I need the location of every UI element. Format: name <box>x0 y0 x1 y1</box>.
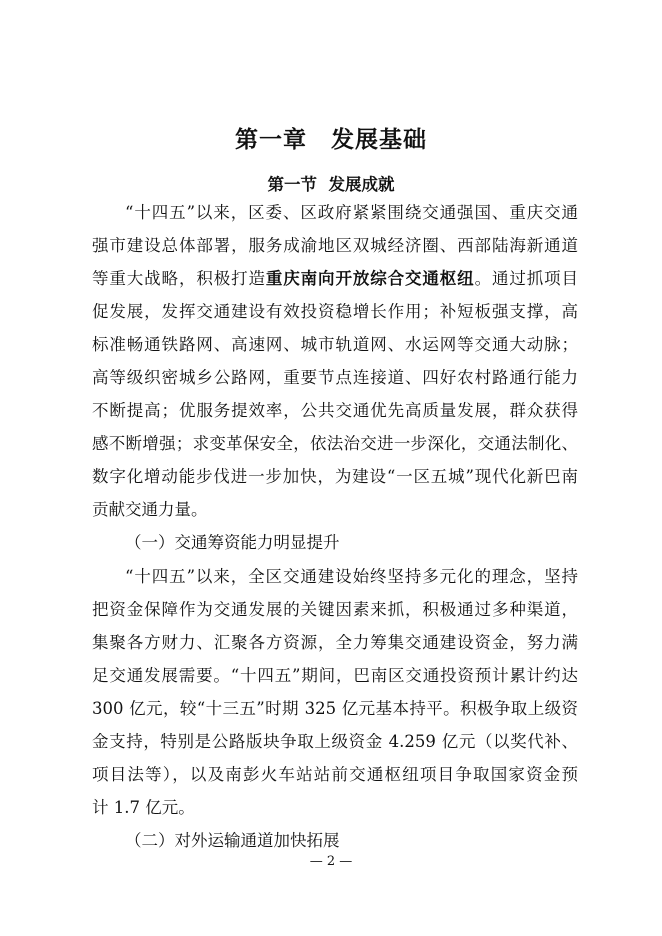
paragraph-line: 足交通发展需要。“十四五”期间，巴南区交通投资预计累计约达 <box>92 666 578 685</box>
paragraph-line: 高等级织密城乡公路网，重要节点连接道、四好农村路通行能力 <box>92 368 578 387</box>
paragraph-line: 项目法等），以及南彭火车站站前交通枢纽项目争取国家资金预 <box>92 765 578 784</box>
paragraph-line: 不断提高；优服务提效率，公共交通优先高质量发展，群众获得 <box>92 401 578 420</box>
section-title: 第一节 发展成就 <box>267 175 395 194</box>
chapter-title: 第一章 发展基础 <box>235 127 427 153</box>
paragraph-line: “十四五”以来，区委、区政府紧紧围绕交通强国、重庆交通 <box>125 203 578 222</box>
paragraph-line: 促发展，发挥交通建设有效投资稳增长作用；补短板强支撑，高 <box>92 302 578 321</box>
subsection-heading: （二）对外运输通道加快拓展 <box>125 831 340 850</box>
paragraph-line: 把资金保障作为交通发展的关键因素来抓，积极通过多种渠道， <box>92 600 578 619</box>
paragraph-line: 金支持，特别是公路版块争取上级资金 4.259 亿元（以奖代补、 <box>92 732 578 751</box>
line-text: 等重大战略，积极打造 <box>92 269 266 288</box>
page-number: — 2 — <box>309 854 353 869</box>
subsection-heading: （一）交通筹资能力明显提升 <box>125 533 340 552</box>
paragraph-line: “十四五”以来，全区交通建设始终坚持多元化的理念，坚持 <box>125 567 578 586</box>
paragraph-line: 计 1.7 亿元。 <box>92 798 195 817</box>
paragraph-line: 标准畅通铁路网、高速网、城市轨道网、水运网等交通大动脉； <box>92 335 578 354</box>
paragraph-line: 数字化增动能步伐进一步加快，为建设“一区五城”现代化新巴南 <box>92 467 578 486</box>
paragraph-line: 300 亿元，较“十三五”时期 325 亿元基本持平。积极争取上级资 <box>92 699 578 718</box>
emphasized-text: 重庆南向开放综合交通枢纽 <box>265 269 475 288</box>
paragraph-line: 贡献交通力量。 <box>92 500 208 519</box>
paragraph-line: 强市建设总体部署，服务成渝地区双城经济圈、西部陆海新通道 <box>92 236 578 255</box>
line-text: 。通过抓项目 <box>474 269 579 288</box>
paragraph-line-with-emphasis <box>92 263 578 295</box>
paragraph-line: 集聚各方财力、汇聚各方资源，全力筹集交通建设资金，努力满 <box>92 633 578 652</box>
paragraph-line: 感不断增强；求变革保安全，依法治交进一步深化，交通法制化、 <box>92 434 578 453</box>
